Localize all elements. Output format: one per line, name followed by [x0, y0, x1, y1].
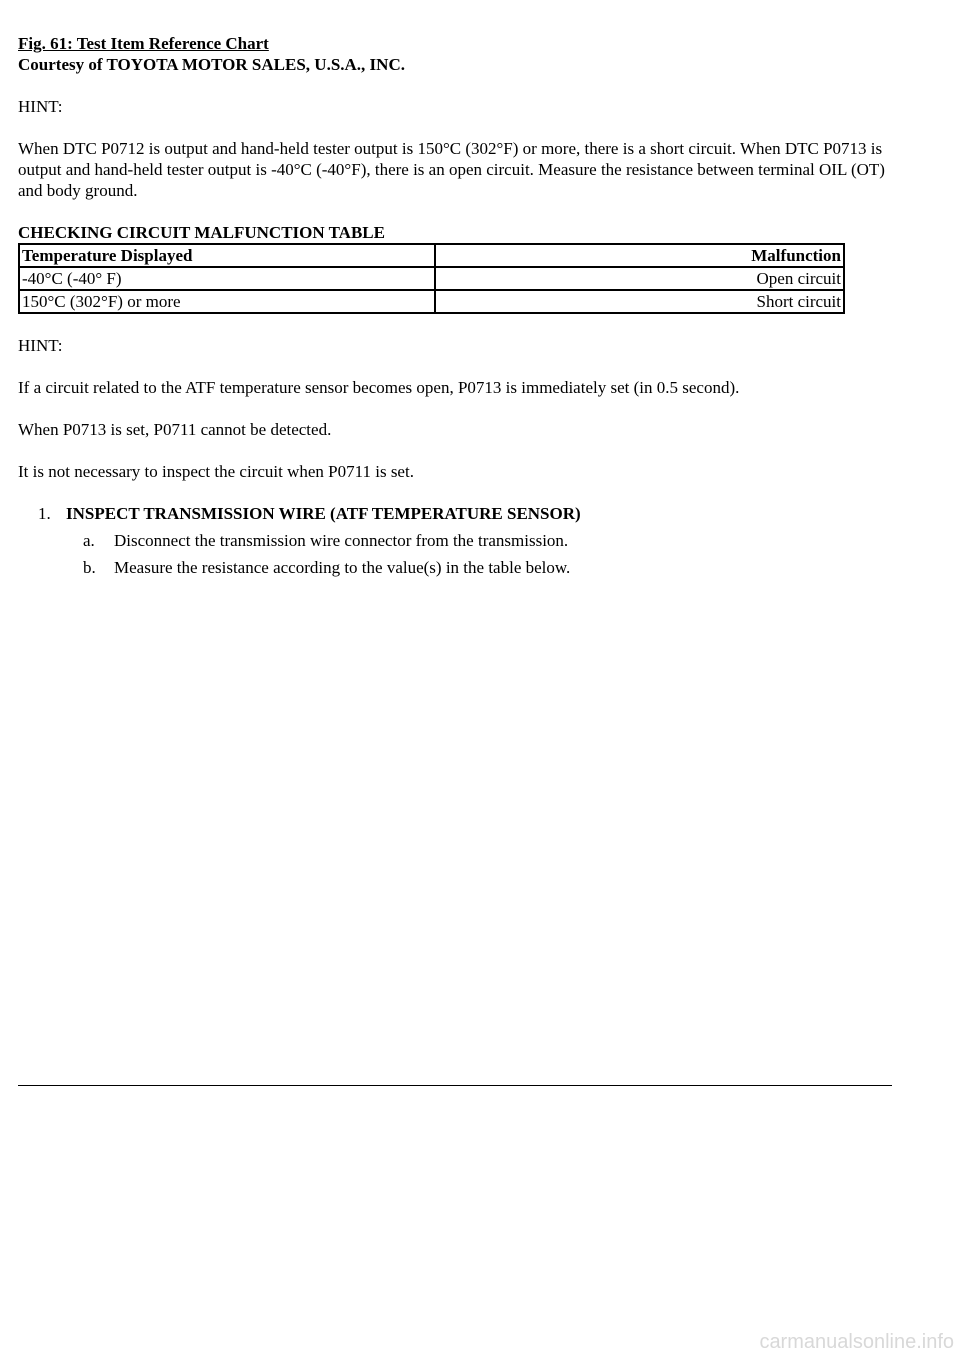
hint-line: It is not necessary to inspect the circuit when P0711 is set. [18, 462, 414, 481]
substep-item [18, 557, 898, 584]
table-cell: 150°C (302°F) or more [19, 290, 435, 313]
step-title: INSPECT TRANSMISSION WIRE (ATF TEMPERATURE SENSOR) [66, 504, 581, 523]
procedure-steps [18, 503, 898, 584]
substep-letter: b. [83, 558, 96, 577]
hint-label: HINT: [18, 336, 63, 355]
column-header-malfunction: Malfunction [435, 244, 844, 267]
hint-line: When P0713 is set, P0711 cannot be detected. [18, 420, 332, 439]
hint-paragraph: When DTC P0712 is output and hand-held tester output is 150°C (302°F) or more, there is a short circuit. When DTC P0713 is output and hand-held tester output is -40°C (-40°F), there is an open circuit. Measure the resistance between terminal OIL (OT) and body ground. [18, 139, 885, 200]
figure-title: Fig. 61: Test Item Reference Chart [18, 34, 269, 53]
table-cell: Short circuit [435, 290, 844, 313]
substep-letter: a. [83, 531, 95, 550]
substep-item [18, 530, 898, 557]
document-page [18, 33, 898, 584]
table-cell: Open circuit [435, 267, 844, 290]
substep-text: Measure the resistance according to the value(s) in the table below. [114, 558, 571, 577]
table-row [19, 267, 844, 290]
table-title: CHECKING CIRCUIT MALFUNCTION TABLE [18, 223, 385, 242]
step-item [18, 503, 898, 530]
watermark: carmanualsonline.info [759, 1331, 954, 1353]
hint-line: If a circuit related to the ATF temperature sensor becomes open, P0713 is immediately set (in 0.5 second). [18, 378, 740, 397]
table-row [19, 290, 844, 313]
page-divider [18, 1085, 892, 1086]
table-header-row [19, 244, 844, 267]
malfunction-table [18, 243, 845, 314]
step-number: 1. [38, 504, 51, 523]
table-cell: -40°C (-40° F) [19, 267, 435, 290]
column-header-temperature: Temperature Displayed [19, 244, 435, 267]
substep-text: Disconnect the transmission wire connector from the transmission. [114, 531, 569, 550]
courtesy-line: Courtesy of TOYOTA MOTOR SALES, U.S.A., INC. [18, 55, 405, 74]
hint-label: HINT: [18, 97, 63, 116]
